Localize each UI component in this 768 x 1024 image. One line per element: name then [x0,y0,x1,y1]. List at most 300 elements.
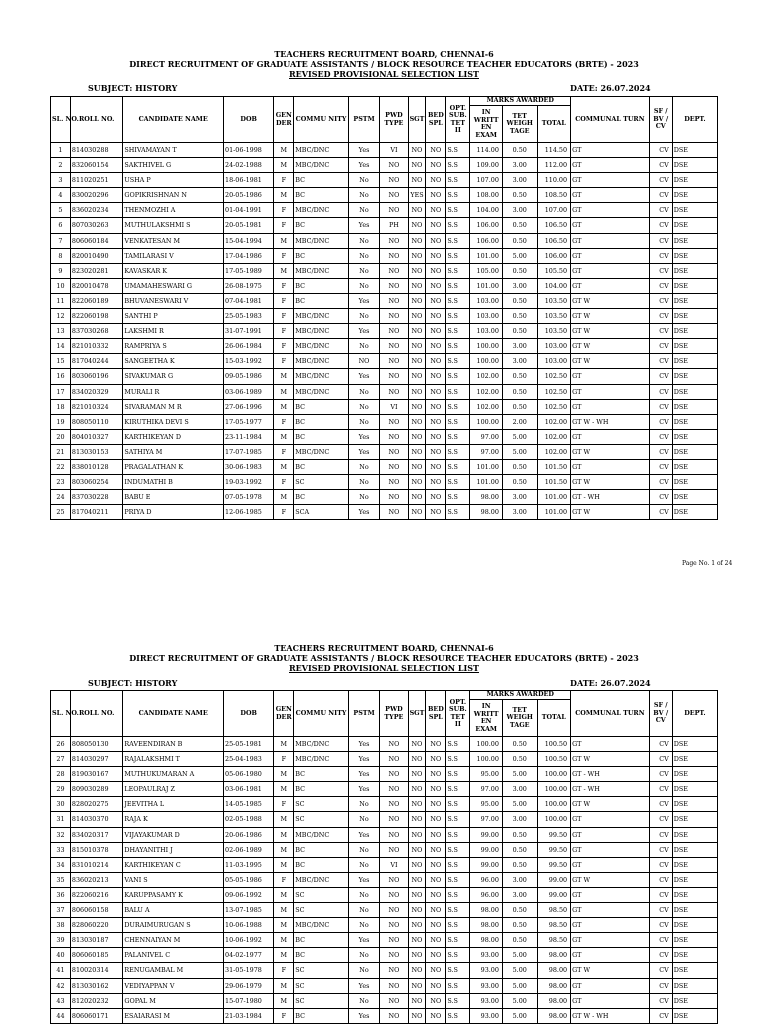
pwd-type-cell: NO [380,752,408,767]
communal-turn-cell: GT W - WH [571,1008,650,1023]
tet-weightage-cell: 5.00 [502,429,537,444]
communal-turn-cell: GT [571,203,650,218]
pwd-type-cell: VI [380,143,408,158]
pstm-cell: Yes [348,827,379,842]
candidate-name-cell: RAVEENDIRAN B [123,737,224,752]
sf-bv-cv-cell: CV [649,1008,672,1023]
tet-weightage-cell: 0.50 [502,218,537,233]
tet-weightage-cell: 3.00 [502,203,537,218]
communal-turn-cell: GT [571,459,650,474]
sgt-cell: NO [408,429,426,444]
dob-cell: 21-03-1984 [224,1008,274,1023]
sgt-cell: NO [408,1008,426,1023]
sgt-cell: NO [408,918,426,933]
bed-spl-cell: NO [426,293,446,308]
roll-no-cell: 811020251 [70,173,122,188]
sf-bv-cv-cell: CV [649,354,672,369]
candidate-name-cell: UMAMAHESWARI G [123,278,224,293]
total-marks-cell: 102.50 [537,384,571,399]
total-marks-cell: 100.00 [537,797,571,812]
sf-bv-cv-cell: CV [649,993,672,1008]
written-marks-cell: 97.00 [470,444,503,459]
bed-spl-cell: NO [426,978,446,993]
written-marks-cell: 98.00 [470,490,503,505]
candidate-name-cell: PRAGALATHAN K [123,459,224,474]
sgt-cell: NO [408,158,426,173]
community-cell: BC [294,293,349,308]
sgt-cell: NO [408,842,426,857]
candidate-name-cell: TAMILARASI V [123,248,224,263]
opt-sub-cell: S.S [446,475,470,490]
gender-cell: M [274,158,294,173]
table-row [51,737,718,752]
dob-cell: 03-06-1989 [224,384,274,399]
roll-no-cell: 817040211 [70,505,122,520]
pstm-cell: No [348,248,379,263]
sgt-cell: NO [408,737,426,752]
opt-sub-cell: S.S [446,173,470,188]
roll-no-cell: 830020296 [70,188,122,203]
opt-sub-cell: S.S [446,143,470,158]
dob-cell: 03-06-1981 [224,782,274,797]
col-dept: DEPT. [672,691,717,737]
dept-cell: DSE [672,188,717,203]
opt-sub-cell: S.S [446,887,470,902]
communal-turn-cell: GT [571,429,650,444]
org-name: TEACHERS RECRUITMENT BOARD, CHENNAI-6 [274,49,494,59]
sl-no-cell: 8 [51,248,71,263]
col-written: IN WRITT EN EXAM [470,106,503,143]
sl-no-cell: 44 [51,1008,71,1023]
bed-spl-cell: NO [426,278,446,293]
pwd-type-cell: NO [380,978,408,993]
sgt-cell: NO [408,948,426,963]
sgt-cell: NO [408,444,426,459]
page-header [0,49,768,79]
written-marks-cell: 93.00 [470,948,503,963]
tet-weightage-cell: 5.00 [502,797,537,812]
candidate-name-cell: USHA P [123,173,224,188]
pstm-cell: Yes [348,767,379,782]
community-cell: SC [294,812,349,827]
sf-bv-cv-cell: CV [649,444,672,459]
sl-no-cell: 19 [51,414,71,429]
table-row [51,797,718,812]
sf-bv-cv-cell: CV [649,309,672,324]
pwd-type-cell: NO [380,842,408,857]
written-marks-cell: 93.00 [470,1008,503,1023]
roll-no-cell: 807030263 [70,218,122,233]
total-marks-cell: 100.50 [537,737,571,752]
dob-cell: 10-06-1992 [224,933,274,948]
communal-turn-cell: GT [571,278,650,293]
dob-cell: 11-03-1995 [224,857,274,872]
opt-sub-cell: S.S [446,309,470,324]
bed-spl-cell: NO [426,459,446,474]
pstm-cell: Yes [348,782,379,797]
total-marks-cell: 99.50 [537,827,571,842]
communal-turn-cell: GT [571,812,650,827]
total-marks-cell: 108.50 [537,188,571,203]
dept-cell: DSE [672,143,717,158]
total-marks-cell: 98.50 [537,933,571,948]
dept-cell: DSE [672,963,717,978]
dob-cell: 07-05-1978 [224,490,274,505]
sgt-cell: NO [408,797,426,812]
total-marks-cell: 106.50 [537,218,571,233]
opt-sub-cell: S.S [446,158,470,173]
selection-table [50,690,718,1024]
sf-bv-cv-cell: CV [649,872,672,887]
pstm-cell: No [348,475,379,490]
list-title: REVISED PROVISIONAL SELECTION LIST [289,663,479,673]
tet-weightage-cell: 3.00 [502,782,537,797]
communal-turn-cell: GT [571,369,650,384]
community-cell: SC [294,978,349,993]
table-row [51,887,718,902]
gender-cell: M [274,842,294,857]
selection-table [50,96,718,520]
gender-cell: F [274,203,294,218]
sl-no-cell: 38 [51,918,71,933]
pwd-type-cell: NO [380,887,408,902]
roll-no-cell: 821010324 [70,399,122,414]
sgt-cell: NO [408,369,426,384]
sf-bv-cv-cell: CV [649,475,672,490]
col-pstm: PSTM [348,97,379,143]
sl-no-cell: 36 [51,887,71,902]
tet-weightage-cell: 5.00 [502,444,537,459]
community-cell: MBC/DNC [294,369,349,384]
roll-no-cell: 812020232 [70,993,122,1008]
pstm-cell: No [348,263,379,278]
table-row [51,812,718,827]
bed-spl-cell: NO [426,1008,446,1023]
bed-spl-cell: NO [426,339,446,354]
roll-no-cell: 838010128 [70,459,122,474]
candidate-name-cell: GOPIKRISHNAN N [123,188,224,203]
pwd-type-cell: NO [380,414,408,429]
table-row [51,218,718,233]
page-number: Page No. 1 of 24 [682,560,733,567]
sgt-cell: NO [408,475,426,490]
roll-no-cell: 832060154 [70,158,122,173]
community-cell: BC [294,399,349,414]
gender-cell: F [274,475,294,490]
sf-bv-cv-cell: CV [649,173,672,188]
col-tet: TET WEIGH TAGE [502,700,537,737]
total-marks-cell: 99.50 [537,842,571,857]
sf-bv-cv-cell: CV [649,933,672,948]
candidate-name-cell: VIJAYAKUMAR D [123,827,224,842]
written-marks-cell: 100.00 [470,737,503,752]
page-header [0,643,768,673]
sf-bv-cv-cell: CV [649,339,672,354]
dept-cell: DSE [672,872,717,887]
dob-cell: 02-05-1988 [224,812,274,827]
candidate-name-cell: VENKATESAN M [123,233,224,248]
pstm-cell: Yes [348,978,379,993]
total-marks-cell: 103.00 [537,339,571,354]
table-row [51,369,718,384]
sgt-cell: NO [408,993,426,1008]
tet-weightage-cell: 2.00 [502,414,537,429]
opt-sub-cell: S.S [446,797,470,812]
pstm-cell: No [348,339,379,354]
total-marks-cell: 100.00 [537,767,571,782]
table-row [51,339,718,354]
pwd-type-cell: NO [380,993,408,1008]
sgt-cell: NO [408,857,426,872]
tet-weightage-cell: 3.00 [502,490,537,505]
community-cell: MBC/DNC [294,918,349,933]
table-row [51,248,718,263]
sf-bv-cv-cell: CV [649,293,672,308]
gender-cell: M [274,188,294,203]
sl-no-cell: 31 [51,812,71,827]
pstm-cell: Yes [348,324,379,339]
communal-turn-cell: GT [571,248,650,263]
bed-spl-cell: NO [426,354,446,369]
communal-turn-cell: GT [571,737,650,752]
bed-spl-cell: NO [426,414,446,429]
pstm-cell: No [348,203,379,218]
pstm-cell: No [348,384,379,399]
gender-cell: M [274,384,294,399]
opt-sub-cell: S.S [446,263,470,278]
opt-sub-cell: S.S [446,857,470,872]
sgt-cell: NO [408,203,426,218]
col-opt: OPT. SUB. TET II [446,97,470,143]
sl-no-cell: 3 [51,173,71,188]
dept-cell: DSE [672,309,717,324]
dob-cell: 31-07-1991 [224,324,274,339]
table-row [51,993,718,1008]
sf-bv-cv-cell: CV [649,143,672,158]
sgt-cell: YES [408,188,426,203]
opt-sub-cell: S.S [446,339,470,354]
communal-turn-cell: GT W [571,872,650,887]
table-row [51,158,718,173]
col-gender: GEN DER [274,97,294,143]
bed-spl-cell: NO [426,490,446,505]
sf-bv-cv-cell: CV [649,978,672,993]
community-cell: MBC/DNC [294,324,349,339]
pstm-cell: No [348,993,379,1008]
tet-weightage-cell: 0.50 [502,752,537,767]
communal-turn-cell: GT [571,993,650,1008]
dept-cell: DSE [672,918,717,933]
sgt-cell: NO [408,233,426,248]
dob-cell: 07-04-1981 [224,293,274,308]
bed-spl-cell: NO [426,429,446,444]
tet-weightage-cell: 3.00 [502,339,537,354]
pstm-cell: No [348,309,379,324]
community-cell: SC [294,993,349,1008]
dob-cell: 17-07-1985 [224,444,274,459]
gender-cell: F [274,414,294,429]
col-opt: OPT. SUB. TET II [446,691,470,737]
col-bed: BED SPL [426,691,446,737]
tet-weightage-cell: 0.50 [502,857,537,872]
gender-cell: M [274,918,294,933]
communal-turn-cell: GT W [571,324,650,339]
pstm-cell: No [348,233,379,248]
total-marks-cell: 101.00 [537,505,571,520]
pwd-type-cell: VI [380,857,408,872]
gender-cell: M [274,993,294,1008]
pwd-type-cell: NO [380,158,408,173]
pstm-cell: No [348,278,379,293]
opt-sub-cell: S.S [446,278,470,293]
sl-no-cell: 1 [51,143,71,158]
pwd-type-cell: NO [380,918,408,933]
pwd-type-cell: NO [380,293,408,308]
communal-turn-cell: GT W [571,293,650,308]
bed-spl-cell: NO [426,797,446,812]
dept-cell: DSE [672,278,717,293]
sf-bv-cv-cell: CV [649,263,672,278]
col-tet: TET WEIGH TAGE [502,106,537,143]
candidate-name-cell: RAMPRIYA S [123,339,224,354]
tet-weightage-cell: 5.00 [502,978,537,993]
total-marks-cell: 106.00 [537,248,571,263]
tet-weightage-cell: 0.50 [502,369,537,384]
bed-spl-cell: NO [426,887,446,902]
community-cell: BC [294,414,349,429]
table-row [51,978,718,993]
gender-cell: F [274,339,294,354]
tet-weightage-cell: 0.50 [502,143,537,158]
sgt-cell: NO [408,933,426,948]
sl-no-cell: 29 [51,782,71,797]
sf-bv-cv-cell: CV [649,203,672,218]
opt-sub-cell: S.S [446,505,470,520]
community-cell: BC [294,933,349,948]
table-row [51,293,718,308]
pwd-type-cell: NO [380,903,408,918]
written-marks-cell: 101.00 [470,278,503,293]
roll-no-cell: 836020213 [70,872,122,887]
tet-weightage-cell: 0.50 [502,188,537,203]
sl-no-cell: 25 [51,505,71,520]
communal-turn-cell: GT [571,918,650,933]
total-marks-cell: 102.00 [537,414,571,429]
candidate-name-cell: CHENNAIYAN M [123,933,224,948]
sf-bv-cv-cell: CV [649,903,672,918]
sgt-cell: NO [408,459,426,474]
tet-weightage-cell: 5.00 [502,767,537,782]
sgt-cell: NO [408,963,426,978]
sl-no-cell: 17 [51,384,71,399]
sgt-cell: NO [408,414,426,429]
roll-no-cell: 834020317 [70,827,122,842]
dob-cell: 05-06-1980 [224,767,274,782]
sgt-cell: NO [408,827,426,842]
pwd-type-cell: NO [380,444,408,459]
written-marks-cell: 106.00 [470,233,503,248]
gender-cell: F [274,293,294,308]
communal-turn-cell: GT [571,903,650,918]
tet-weightage-cell: 0.50 [502,293,537,308]
dept-cell: DSE [672,248,717,263]
pwd-type-cell: NO [380,354,408,369]
written-marks-cell: 102.00 [470,369,503,384]
gender-cell: M [274,933,294,948]
sl-no-cell: 41 [51,963,71,978]
gender-cell: F [274,248,294,263]
pstm-cell: Yes [348,872,379,887]
total-marks-cell: 98.00 [537,978,571,993]
pwd-type-cell: NO [380,248,408,263]
gender-cell: F [274,505,294,520]
bed-spl-cell: NO [426,248,446,263]
sf-bv-cv-cell: CV [649,505,672,520]
sl-no-cell: 14 [51,339,71,354]
candidate-name-cell: VEDIYAPPAN V [123,978,224,993]
opt-sub-cell: S.S [446,293,470,308]
community-cell: MBC/DNC [294,384,349,399]
opt-sub-cell: S.S [446,384,470,399]
gender-cell: M [274,827,294,842]
sgt-cell: NO [408,173,426,188]
sgt-cell: NO [408,143,426,158]
bed-spl-cell: NO [426,399,446,414]
sl-no-cell: 33 [51,842,71,857]
pwd-type-cell: NO [380,278,408,293]
community-cell: MBC/DNC [294,158,349,173]
table-row [51,918,718,933]
candidate-name-cell: MURALI R [123,384,224,399]
opt-sub-cell: S.S [446,490,470,505]
sgt-cell: NO [408,399,426,414]
bed-spl-cell: NO [426,444,446,459]
dept-cell: DSE [672,827,717,842]
pwd-type-cell: NO [380,203,408,218]
col-dept: DEPT. [672,97,717,143]
tet-weightage-cell: 3.00 [502,872,537,887]
sgt-cell: NO [408,505,426,520]
sl-no-cell: 5 [51,203,71,218]
dept-cell: DSE [672,767,717,782]
dob-cell: 27-06-1996 [224,399,274,414]
community-cell: SC [294,963,349,978]
roll-no-cell: 823020281 [70,263,122,278]
dob-cell: 31-05-1978 [224,963,274,978]
sl-no-cell: 2 [51,158,71,173]
sgt-cell: NO [408,324,426,339]
dept-cell: DSE [672,339,717,354]
roll-no-cell: 820010490 [70,248,122,263]
total-marks-cell: 99.00 [537,887,571,902]
written-marks-cell: 99.00 [470,827,503,842]
tet-weightage-cell: 3.00 [502,505,537,520]
tet-weightage-cell: 5.00 [502,248,537,263]
bed-spl-cell: NO [426,218,446,233]
sf-bv-cv-cell: CV [649,963,672,978]
total-marks-cell: 104.00 [537,278,571,293]
tet-weightage-cell: 0.50 [502,842,537,857]
sf-bv-cv-cell: CV [649,459,672,474]
opt-sub-cell: S.S [446,188,470,203]
candidate-name-cell: SIVARAMAN M R [123,399,224,414]
opt-sub-cell: S.S [446,903,470,918]
communal-turn-cell: GT [571,233,650,248]
written-marks-cell: 95.00 [470,797,503,812]
written-marks-cell: 109.00 [470,158,503,173]
table-row [51,948,718,963]
table-row [51,933,718,948]
